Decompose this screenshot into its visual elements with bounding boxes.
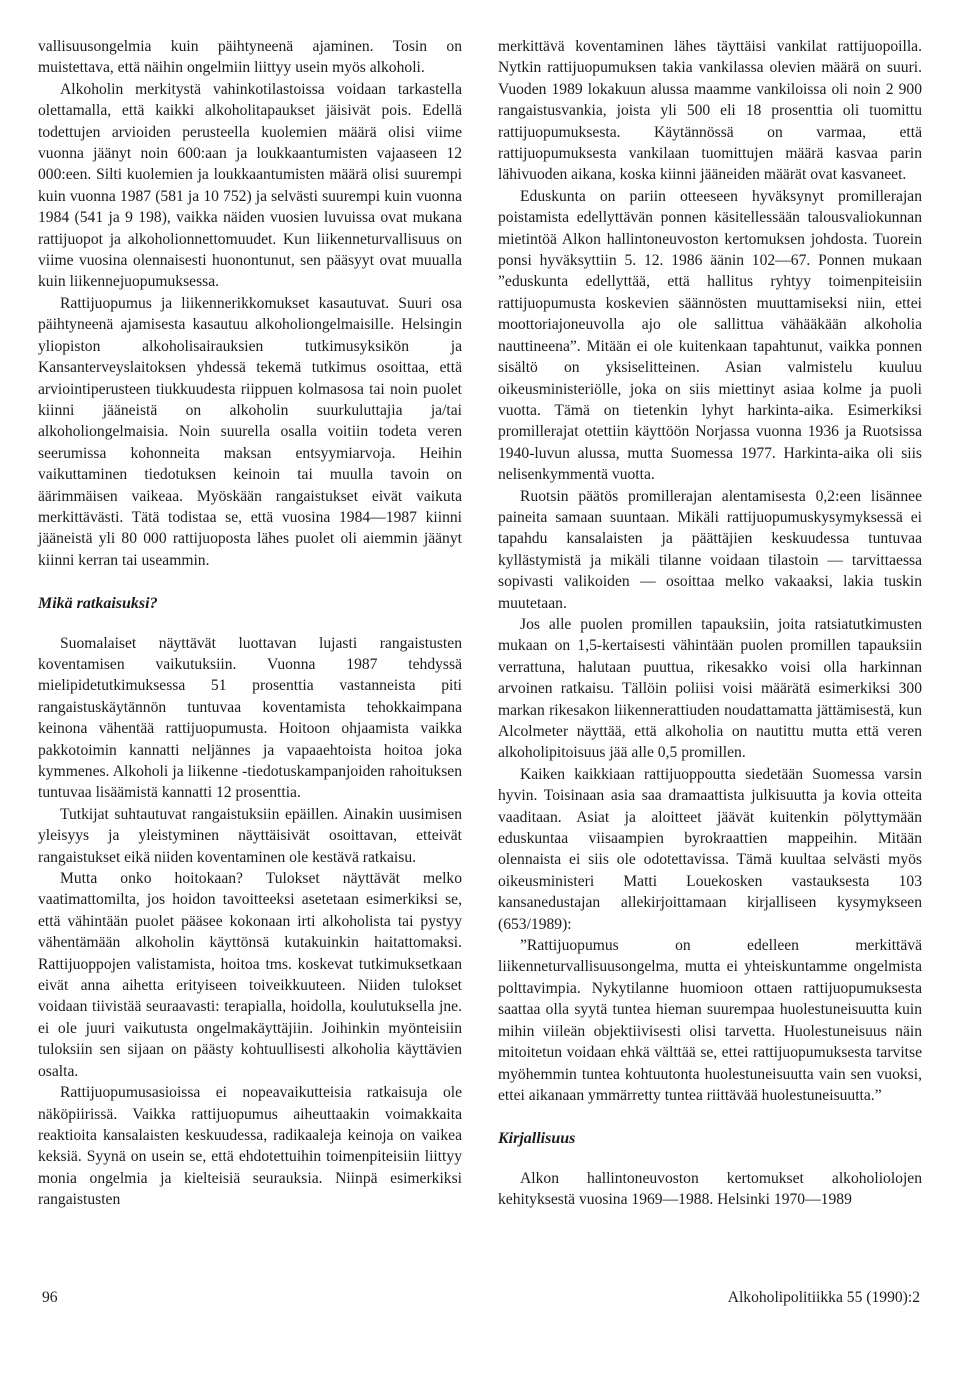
paragraph: Alkoholin merkitystä vahinkotilastoissa voidaan tarkastella olettamalla, että kaikki alkoholitapaukset jäisivät pois. Edellä todettujen arvioiden perusteella kuolemien määrä olisi viime vuonna jäänyt noin 600:aan ja loukkaantumisten vajaaseen 12 000:een. Silti kuolemien ja loukkaantumisten määrä olisi suurempi kuin vuonna 1987 (581 ja 10 752) ja selvästi suurempi kuin vuonna 1984 (541 ja 9 198), vaikka näiden vuosien luvuissa ovat mukana rattijuopot ja alkoholionnettomuudet. Kun liikenneturvallisuus on viime vuosina olennaisesti huonontunut, sen pääsyyt ovat muualla kuin liikennejuopumuksessa.	[38, 80, 462, 291]
paragraph: Tutkijat suhtautuvat rangaistuksiin epäillen. Ainakin uusimisen yleisyys ja yleistyminen näyttäisivät osoittavan, etteivät rangaistukset eikä niiden koventaminen ole kestävä ratkaisu.	[38, 805, 462, 866]
section-heading: Kirjallisuus	[498, 1130, 576, 1148]
reference-entry: Alkon hallintoneuvoston kertomukset alkoholiolojen kehityksestä vuosina 1969—1988. Helsinki 1970—1989	[498, 1169, 922, 1209]
left-column	[38, 36, 462, 1211]
paragraph: Suomalaiset näyttävät luottavan lujasti rangaistusten koventamisen vaikutuksiin. Vuonna 1987 tehdyssä mielipidetutkimuksessa 51 prosenttia vastanneista piti rangaistuskäytännön tuntuvaa koventamista tehokkaimpana keinona vähentää rattijuopumusta. Hoitoon ohjaamista vaikka pakkotoimin kannatti neljännes ja vapaaehtoista hoitoa joka kymmenes. Alkoholi ja liikenne -tiedotuskampanjoiden rahoituksen tuntuvaa lisäämistä kannatti 12 prosenttia.	[38, 634, 462, 802]
paragraph: merkittävä koventaminen lähes täyttäisi vankilat rattijuopoilla. Nytkin rattijuopumuksen takia vankilassa olevien määrä on suuri. Vuoden 1989 lokakuun alussa maamme vankiloissa oli noin 2 900 rangaistusvankia, joista yli 500 eli 18 prosenttia oli tuomittu rattijuopumuksesta. Käytännössä on varmaa, että rattijuopumuksesta vankilaan tuomittujen määrä kasvaa parin lähivuoden aikana, koska kiinni jääneiden määrät ovat kasvaneet.	[498, 38, 922, 184]
paragraph: Jos alle puolen promillen tapauksiin, joita ratsiatutkimusten mukaan on 1,5-kertaisesti vähintään puolen promillen tapauksiin verrattuna, halutaan puuttua, rikesakko voisi olla harkinnan arvoinen ratkaisu. Tällöin poliisi voisi määrätä esimerkiksi 300 markan rikesakon liikennerattiuden noudattamatta jättämisestä, kun Alcolmeter näyttää, että alkoholia on nautittu mutta että veren alkoholipitoisuus jää alle 0,5 promillen.	[498, 615, 922, 762]
paragraph: Rattijuopumus ja liikennerikkomukset kasautuvat. Suuri osa päihtyneenä ajamisesta kasautuu alkoholiongelmaisille. Helsingin yliopiston alkoholisairauksien tutkimusyksikön ja Kansanterveyslaitoksen yhdessä tekemä tutkimus osoittaa, että arviointiperusteen tiukkuudesta riippuen kolmasosa tai noin puolet kiinni jääneistä on alkoholin suurkuluttajia ja/tai alkoholiongelmaisia. Noin suurella osalla voitiin todeta veren seerumissa kohonneita maksan entsyymiarvoja. Heihin vaikuttaminen tiedotuksen keinoin tai muulla tavoin on äärimmäisen vaikeaa. Myöskään rangaistukset eivät vaikuta merkittävästi. Tätä todistaa se, että vuosina 1984—1987 kiinni jääneistä yli 80 000 rattijuoposta lähes puolet oli aiemmin jäänyt kiinni kerran tai useammin.	[38, 294, 462, 569]
paragraph: Ruotsin päätös promillerajan alentamisesta 0,2:een lisännee paineita samaan suuntaan. Mikäli rattijuopumuskysymyksessä ei tapahdu kansalaisten ja päättäjien keskuudessa tuntuvaa kyllästymistä ja mikäli tilanne voidaan tilastoin — tarvittaessa sopivasti valikoiden — osoittaa melko vakaaksi, lakia tuskin muutetaan.	[498, 487, 922, 612]
paragraph: Eduskunta on pariin otteeseen hyväksynyt promillerajan poistamista edellyttävän ponnen käsitellessään talousvaliokunnan mietintöä Alkon hallintoneuvoston kertomuksen johdosta. Tuorein ponsi hyväksyttiin 5. 12. 1986 äänin 102—67. Ponnen mukaan ”eduskunta edellyttää, että hallitus ryhtyy toimenpiteisiin rattijuopumusta koskevien säännösten muuttamiseksi niin, ettei moottoriajoneuvolla ajo ole sallittua vähääkään alkoholia nauttineena”. Mitään ei ole kuitenkaan tapahtunut, vaikka ponnen sisältö on yksiselitteinen. Asian valmistelu kuuluu oikeusministeriölle, joka on siis miettinyt asiaa kolme ja puoli vuotta. Tämä on tietenkin lyhyt harkinta-aika. Esimerkiksi promillerajat otettiin käyttöön Norjassa vuonna 1936 ja Ruotsissa 1940-luvun alussa, mutta Suomessa 1977. Harkinta-aika oli siis nelisenkymmentä vuotta.	[498, 187, 922, 484]
paragraph: Rattijuopumusasioissa ei nopeavaikutteisia ratkaisuja ole näköpiirissä. Vaikka rattijuopumus aiheuttaakin voimakkaita reaktioita kansalaisten keskuudessa, radikaaleja keinoja on vaikea keksiä. Syynä on usein se, että ehdotettuihin toimenpiteisiin liittyy monia ongelmia ja kielteisiä seurauksia. Niinpä esimerkiksi rangaistusten	[38, 1084, 462, 1209]
paragraph: Mutta onko hoitokaan? Tulokset näyttävät melko vaatimattomilta, jos hoidon tavoitteeksi asetetaan esimerkiksi se, että vähintään puolet pääsee kokonaan irti alkoholista tai pystyy vähentämään alkoholin käyttönsä kutakuinkin haitattomaksi. Rattijuoppojen valistamista, hoitoa tms. koskevat tutkimuksetkaan eivät anna aihetta erityiseen toiveikkuuteen. Niiden tulokset voidaan tiivistää seuraavasti: terapialla, hoidolla, koulutuksella jne. ei ole juuri vaikutusta ongelmakäyttäjiin. Joihinkin myönteisiin tuloksiin sen sijaan on päästy kohtuullisesti alkoholia käyttävien osalta.	[38, 870, 462, 1080]
paragraph: vallisuusongelmia kuin päihtyneenä ajaminen. Tosin on muistettava, että näihin ongelmiin liittyy usein myös alkoholi.	[38, 38, 462, 77]
section-heading: Mikä ratkaisuksi?	[38, 595, 158, 613]
right-column	[498, 36, 922, 1211]
page-number: 96	[42, 1289, 58, 1306]
journal-citation: Alkoholipolitiikka 55 (1990):2	[727, 1289, 920, 1306]
paragraph: Kaiken kaikkiaan rattijuoppoutta siedetään Suomessa varsin hyvin. Toisinaan asia saa dramaattista julkisuutta ja kovia otteita vaaditaan. Asiat ja aloitteet jäävät kuitenkin pölyttymään eduskuntaa viisaampien byrokraattien mappeihin. Mitään olennaista ei siis ole odotettavissa. Tämä kuultaa selvästi myös oikeusministeri Matti Louekosken vastauksesta 103 kansanedustajan allekirjoittamaan kirjalliseen kysymykseen (653/1989):	[498, 765, 922, 933]
quotation-paragraph: ”Rattijuopumus on edelleen merkittävä liikenneturvallisuusongelma, mutta ei yhteiskuntamme ongelmista polttavimpia. Nykytilanne huomioon ottaen rattijuopumuksesta saattaa olla syytä tuntea hieman suurempaa huolestuneisuutta kuin mihin viileän objektiivisesti olisi tarvetta. Huolestuneisuus näin mitoitetun voidaan ehkä välttää se, ettei rattijuopumuksesta tarvitse myöhemmin tuntea kohtuutonta huolestuneisuutta vain sen vuoksi, ettei aikanaan ymmärretty tuntea riittävää huolestuneisuutta.”	[498, 937, 922, 1104]
